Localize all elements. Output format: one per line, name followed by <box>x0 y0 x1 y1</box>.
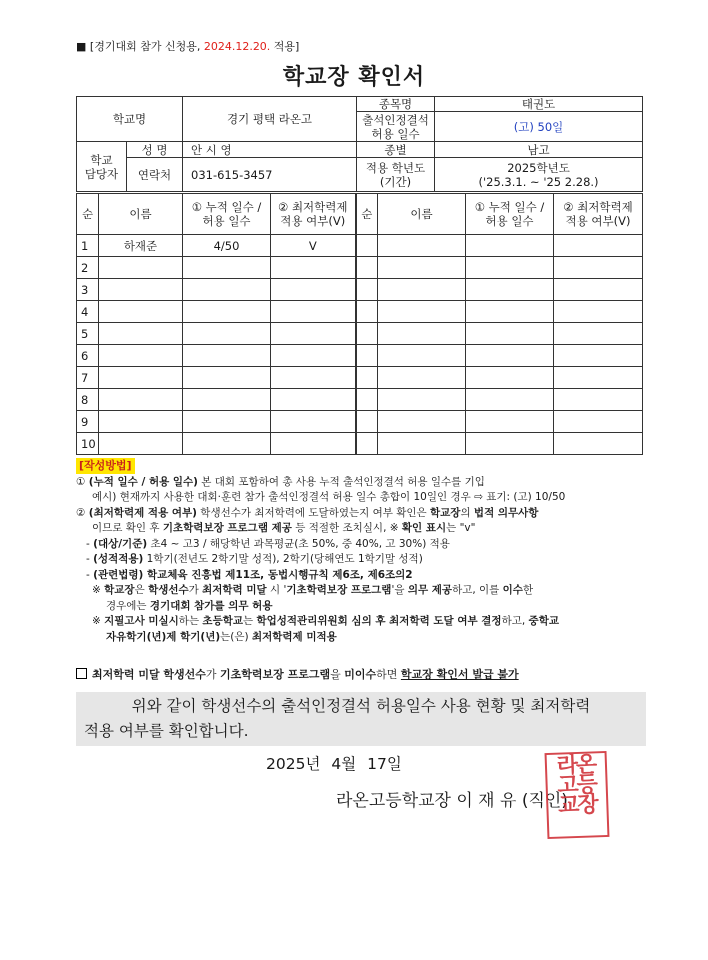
row-name-right <box>378 323 466 345</box>
row-no-right <box>356 257 378 279</box>
guide-l10-bold-a: 지필고사 미실시 <box>104 615 179 627</box>
row-min <box>271 389 356 411</box>
guide-line-9 <box>76 599 676 615</box>
guide-l10-bold-g: 중학교 <box>528 615 559 627</box>
allow-days-label-line1: 출석인정결석 <box>362 112 429 127</box>
row-min-right <box>554 389 643 411</box>
row-min-right <box>554 301 643 323</box>
row-no-right <box>356 433 378 455</box>
row-no-right <box>356 389 378 411</box>
guide-l8-bold-e: 최저학력 미달 <box>202 584 267 596</box>
table-row <box>77 323 643 345</box>
row-days-right <box>466 433 554 455</box>
col-no-header: 순 <box>77 194 99 235</box>
guide-l3-text-c: 의 <box>460 506 474 519</box>
closing-line-1: 위와 같이 학생선수의 출석인정결석 허용일수 사용 현황 및 최저학력 <box>131 697 591 715</box>
manager-contact-label: 연락처 <box>127 158 183 192</box>
row-name <box>99 323 183 345</box>
row-days-right <box>466 323 554 345</box>
gender-value: 남고 <box>435 142 643 158</box>
row-name <box>99 301 183 323</box>
guide-line-2: 예시) 현재까지 사용한 대회·훈련 참가 출석인정결석 허용 일수 총합이 10일인 경우 ⇨ 표기: (고) 10/50 <box>92 491 566 503</box>
row-name-right <box>378 235 466 257</box>
row-name-right <box>378 433 466 455</box>
row-min-right <box>554 367 643 389</box>
event-label: 종목명 <box>357 97 435 112</box>
guide-l4-bold-b: 기초학력보장 프로그램 제공 <box>162 522 292 534</box>
row-days: 4/50 <box>183 235 271 257</box>
guide-l3-bold-b: 학교장 <box>430 506 461 519</box>
row-min: V <box>271 235 356 257</box>
row-name <box>99 389 183 411</box>
row-no: 9 <box>77 411 99 433</box>
student-list-table <box>76 193 643 455</box>
stamp-line-3: 교장 <box>557 792 598 819</box>
guide-l8-text-j: 하고, 이를 <box>452 584 503 596</box>
col-min-header-line1: ② 최저학력제 <box>277 200 348 214</box>
guide-l8-bold-g: 기초학력보장 프로그램 <box>286 584 392 596</box>
guide-l3-bold: (최저학력제 적용 여부) <box>88 506 197 519</box>
row-min-right <box>554 235 643 257</box>
row-days-right <box>466 389 554 411</box>
row-days-right <box>466 345 554 367</box>
guide-l7-dash: - <box>86 568 94 581</box>
guide-l4-bold-d: 확인 표시 <box>401 522 447 534</box>
event-value: 태권도 <box>435 97 643 112</box>
row-days-right <box>466 279 554 301</box>
guide-line-7 <box>76 568 676 584</box>
guide-l3-num: ② <box>76 506 86 519</box>
row-no: 4 <box>77 301 99 323</box>
guide-l10-mark: ※ <box>92 615 105 627</box>
manager-name-value: 안 시 영 <box>183 142 357 158</box>
row-days <box>183 389 271 411</box>
row-days-right <box>466 257 554 279</box>
row-no: 1 <box>77 235 99 257</box>
guide-l6-dash: - <box>86 553 94 565</box>
guide-line-6 <box>76 552 676 568</box>
col-min-header-right-line1: ② 최저학력제 <box>563 200 633 214</box>
list-header-row <box>77 194 643 235</box>
row-days <box>183 257 271 279</box>
guide-l1-num: ① <box>76 475 86 488</box>
gender-label: 종별 <box>357 142 435 158</box>
page-title: 학교장 확인서 <box>282 65 426 90</box>
manager-contact-value: 031-615-3457 <box>183 158 357 192</box>
header-suffix: 적용] <box>270 40 300 53</box>
row-name-right <box>378 301 466 323</box>
manager-label-line1: 학교 <box>90 152 113 167</box>
row-days <box>183 345 271 367</box>
row-min <box>271 323 356 345</box>
guide-l8-text-l: 한 <box>522 584 534 596</box>
table-row <box>77 345 643 367</box>
year-period: ('25.3.1. ~ '25 2.28.) <box>478 174 599 189</box>
row-no-right <box>356 301 378 323</box>
row-name <box>99 411 183 433</box>
guide-line-8 <box>76 583 676 599</box>
guide-l11-text-b: 는(은) <box>220 630 252 643</box>
row-days-right <box>466 367 554 389</box>
year-label-line1: 적용 학년도 <box>365 160 426 175</box>
col-days-header-right-line1: ① 누적 일수 / <box>474 200 545 214</box>
guide-l3-bold-d: 법적 의무사항 <box>473 506 539 519</box>
col-days-header-line2: 허용 일수 <box>202 214 251 228</box>
guide-l4-text-a: 이므로 확인 후 <box>92 522 163 534</box>
guide-l6-text: 1학기(전년도 2학기말 성적), 2학기(당해연도 1학기말 성적) <box>143 553 423 565</box>
row-name <box>99 433 183 455</box>
table-row <box>77 235 643 257</box>
guide-l10-text-d: 는 <box>243 615 257 627</box>
table-row <box>77 367 643 389</box>
manager-label <box>77 142 127 192</box>
row-name-right <box>378 257 466 279</box>
school-name-value: 경기 평택 라온고 <box>183 97 357 142</box>
row-no-right <box>356 279 378 301</box>
school-name-label: 학교명 <box>77 97 183 142</box>
notice-a: 최저학력 미달 학생선수 <box>92 668 206 681</box>
col-days-header <box>183 194 271 235</box>
guide-l10-bold-c: 초등학교 <box>202 615 243 627</box>
guide-line-11 <box>76 630 676 646</box>
col-days-header-right <box>466 194 554 235</box>
header-note <box>76 38 299 54</box>
row-no: 8 <box>77 389 99 411</box>
table-row <box>77 389 643 411</box>
row-days-right <box>466 301 554 323</box>
guide-line-3 <box>76 506 676 522</box>
guide-l7-bold: (관련법령) 학교체육 진흥법 제11조, 동법시행규칙 제6조, 제6조의2 <box>93 568 413 581</box>
year-label <box>357 158 435 192</box>
notice-e: 미이수 <box>344 668 377 681</box>
row-min <box>271 301 356 323</box>
row-no-right <box>356 367 378 389</box>
row-days-right <box>466 235 554 257</box>
guide-l6-bold: (성적적용) <box>93 553 144 565</box>
guide-l8-mark: ※ <box>92 584 105 596</box>
allow-days-label-line2: 허용 일수 <box>371 126 420 141</box>
col-days-header-right-line2: 허용 일수 <box>485 214 534 228</box>
row-name-right <box>378 411 466 433</box>
stamp-line-1: 라온 <box>556 752 596 779</box>
school-info-table <box>76 96 643 192</box>
header-marker: ■ <box>76 40 87 53</box>
row-name <box>99 257 183 279</box>
row-min <box>271 279 356 301</box>
table-row <box>77 301 643 323</box>
row-min-right <box>554 411 643 433</box>
row-no-right <box>356 345 378 367</box>
header-date: 2024.12.20. <box>203 40 271 53</box>
guide-l5-text: 초4 ~ 고3 / 해당학년 과목평균(초 50%, 중 40%, 고 30%) 적용 <box>147 537 450 550</box>
row-min <box>271 345 356 367</box>
issue-date: 2025년 4월 17일 <box>266 755 402 773</box>
guide-l8-bold-k: 이수 <box>502 584 523 596</box>
row-no-right <box>356 323 378 345</box>
col-days-header-line1: ① 누적 일수 / <box>191 200 262 214</box>
row-min-right <box>554 323 643 345</box>
row-days <box>183 279 271 301</box>
guide-l10-bold-e: 학업성적관리위원회 심의 후 최저학력 도달 여부 결정 <box>256 615 502 627</box>
notice-f: 하면 <box>376 668 401 681</box>
row-name-right <box>378 367 466 389</box>
allow-days-value: (고) 50일 <box>435 112 643 142</box>
row-no: 2 <box>77 257 99 279</box>
stamp-line-2: 고등 <box>556 772 597 799</box>
col-no-header-right: 순 <box>356 194 378 235</box>
guide-l4-text-e: 는 "v" <box>446 522 476 534</box>
guide-line-5 <box>76 537 676 553</box>
year-value: 2025학년도 <box>507 160 570 175</box>
guide-l8-bold-c: 학생선수 <box>148 584 189 596</box>
guide-l3-text-a: 학생선수가 최저학력에 도달하였는지 여부 확인은 <box>196 506 430 519</box>
checkbox-icon <box>76 668 87 679</box>
row-name: 하재준 <box>99 235 183 257</box>
row-no: 3 <box>77 279 99 301</box>
guide-l9-bold-b: 경기대회 참가를 의무 허용 <box>149 599 273 612</box>
guide-l1-bold: (누적 일수 / 허용 일수) <box>88 475 198 488</box>
notice-c: 기초학력보장 프로그램 <box>220 668 331 681</box>
notice-b: 가 <box>205 668 221 681</box>
guide-line-10 <box>76 614 676 630</box>
notice-g: 학교장 확인서 발급 불가 <box>400 668 519 681</box>
guide-l10-text-f: 하고, <box>501 615 529 627</box>
row-no-right <box>356 235 378 257</box>
row-name <box>99 279 183 301</box>
row-name-right <box>378 345 466 367</box>
col-min-header-right-line2: 적용 여부(V) <box>565 214 631 228</box>
row-min <box>271 411 356 433</box>
guide-l11-bold-a: 자유학기(년)제 학기(년) <box>106 630 221 643</box>
row-name <box>99 345 183 367</box>
allow-days-label <box>357 112 435 142</box>
row-min <box>271 257 356 279</box>
signer-line: 라온고등학교장 이 재 유 (직인) <box>336 791 568 811</box>
manager-name-label: 성 명 <box>127 142 183 158</box>
row-min-right <box>554 279 643 301</box>
writing-guide <box>76 458 676 645</box>
guide-l8-text-h: '을 <box>391 584 408 596</box>
guide-l8-text-b: 은 <box>134 584 149 596</box>
row-days <box>183 367 271 389</box>
guide-l5-dash: - <box>86 537 94 550</box>
guide-l8-text-f: 시 ' <box>266 584 287 596</box>
guide-l11-bold-c: 최저학력제 미적용 <box>251 630 337 643</box>
row-days <box>183 323 271 345</box>
table-row <box>77 411 643 433</box>
col-name-header-right: 이름 <box>378 194 466 235</box>
notice-d: 을 <box>330 668 345 681</box>
header-prefix: [경기대회 참가 신청용, <box>89 40 204 53</box>
closing-statement <box>76 692 646 746</box>
guide-l8-bold-i: 의무 제공 <box>407 584 453 596</box>
row-days <box>183 301 271 323</box>
year-value-cell <box>435 158 643 192</box>
guide-l4-text-c: 등 적절한 조치실시, ※ <box>291 522 402 534</box>
year-label-line2: (기간) <box>379 174 412 189</box>
row-min-right <box>554 257 643 279</box>
row-days <box>183 411 271 433</box>
guide-l8-bold-a: 학교장 <box>104 584 135 596</box>
guide-line-4 <box>76 521 676 537</box>
table-row <box>77 433 643 455</box>
row-no: 7 <box>77 367 99 389</box>
row-days <box>183 433 271 455</box>
guide-l8-text-d: 가 <box>188 584 203 596</box>
row-min-right <box>554 345 643 367</box>
row-name-right <box>378 279 466 301</box>
manager-label-line2: 담당자 <box>84 166 119 181</box>
row-min-right <box>554 433 643 455</box>
guide-l9-text-a: 경우에는 <box>106 599 150 612</box>
row-name-right <box>378 389 466 411</box>
table-row <box>77 279 643 301</box>
closing-line-2: 적용 여부를 확인합니다. <box>84 722 249 740</box>
guide-l10-text-b: 하는 <box>178 615 203 627</box>
row-min <box>271 433 356 455</box>
guide-l5-bold: (대상/기준) <box>93 537 148 550</box>
guide-line-1 <box>76 475 676 491</box>
col-min-header <box>271 194 356 235</box>
col-min-header-right <box>554 194 643 235</box>
col-name-header: 이름 <box>99 194 183 235</box>
row-no-right <box>356 411 378 433</box>
official-seal-stamp <box>545 751 610 839</box>
col-min-header-line2: 적용 여부(V) <box>280 214 346 228</box>
row-name <box>99 367 183 389</box>
guide-l1-text: 본 대회 포함하여 총 사용 누적 출석인정결석 허용 일수를 기입 <box>197 475 485 488</box>
table-row <box>77 257 643 279</box>
guide-heading: [작성방법] <box>76 458 135 474</box>
row-min <box>271 367 356 389</box>
issuance-notice <box>76 666 519 682</box>
row-no: 10 <box>77 433 99 455</box>
row-no: 5 <box>77 323 99 345</box>
row-days-right <box>466 411 554 433</box>
row-no: 6 <box>77 345 99 367</box>
